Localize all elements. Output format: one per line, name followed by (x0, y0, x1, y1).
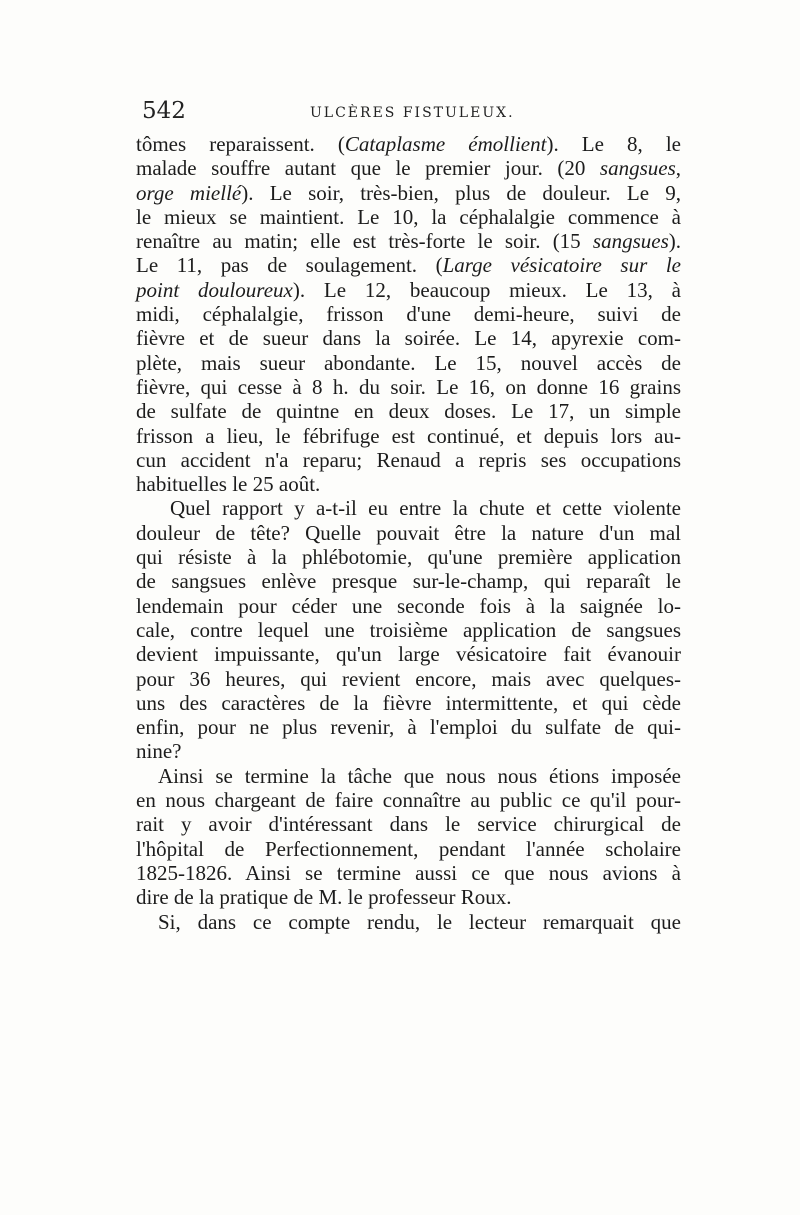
text-line: devient impuissante, qu'un large vésicatoire fait évanouir (136, 642, 681, 667)
text-line: Le 11, pas de soulagement. (Large vésicatoire sur le (136, 253, 681, 278)
text-line: le mieux se maintient. Le 10, la céphalalgie commence à (136, 204, 681, 229)
page-header (142, 96, 672, 130)
text-line: Si, dans ce compte rendu, le lecteur remarquait que (158, 909, 681, 934)
text-line: fièvre, qui cesse à 8 h. du soir. Le 16, on donne 16 grains (136, 374, 681, 399)
text-line: cale, contre lequel une troisième application de sangsues (136, 617, 681, 642)
text-line: qui résiste à la phlébotomie, qu'une première application (136, 545, 681, 570)
text-line: Quel rapport y a-t-il eu entre la chute et cette violente (170, 496, 681, 521)
text-line: tômes reparaissent. (Cataplasme émollient). Le 8, le (136, 132, 682, 156)
text-line: uns des caractères de la fièvre intermittente, et qui cède (136, 690, 681, 715)
text-line: habituelles le 25 août. (136, 472, 321, 497)
text-line: cun accident n'a reparu; Renaud a repris ses occupations (136, 447, 681, 472)
text-line: malade souffre autant que le premier jour. (20 sangsues, (136, 156, 681, 181)
text-line: en nous chargeant de faire connaître au public ce qu'il pour- (136, 788, 681, 813)
text-line: douleur de tête? Quelle pouvait être la nature d'un mal (136, 520, 681, 545)
text-line: renaître au matin; elle est très-forte le soir. (15 sangsues). (136, 229, 681, 254)
text-line: frisson a lieu, le fébrifuge est continué, et depuis lors au- (136, 423, 681, 448)
text-line: rait y avoir d'intéressant dans le service chirurgical de (136, 812, 681, 837)
running-title: ULCÈRES FISTULEUX. (310, 105, 515, 121)
text-line: pour 36 heures, qui revient encore, mais avec quelques- (136, 666, 681, 691)
text-line: midi, céphalalgie, frisson d'une demi-heure, suivi de (136, 302, 681, 327)
text-line: l'hôpital de Perfectionnement, pendant l'année scholaire (136, 836, 681, 861)
text-line: point douloureux). Le 12, beaucoup mieux. Le 13, à (136, 277, 681, 302)
text-line: de sulfate de quintne en deux doses. Le 17, un simple (136, 399, 681, 424)
text-line: lendemain pour céder une seconde fois à la saignée lo- (136, 593, 681, 618)
text-line: enfin, pour ne plus revenir, à l'emploi du sulfate de qui- (136, 715, 681, 740)
text-line: orge miellé). Le soir, très-bien, plus de douleur. Le 9, (136, 180, 681, 205)
text-line: fièvre et de sueur dans la soirée. Le 14, apyrexie com- (136, 326, 681, 351)
body-text (136, 132, 681, 934)
text-line: de sangsues enlève presque sur-le-champ, qui reparaît le (136, 569, 681, 594)
text-line: nine? (136, 739, 182, 764)
text-line: dire de la pratique de M. le professeur Roux. (136, 885, 512, 910)
text-line: Ainsi se termine la tâche que nous nous étions imposée (158, 763, 681, 788)
text-line: plète, mais sueur abondante. Le 15, nouvel accès de (136, 350, 681, 375)
text-line: 1825-1826. Ainsi se termine aussi ce que nous avions à (136, 860, 681, 885)
page-number: 542 (142, 98, 186, 124)
